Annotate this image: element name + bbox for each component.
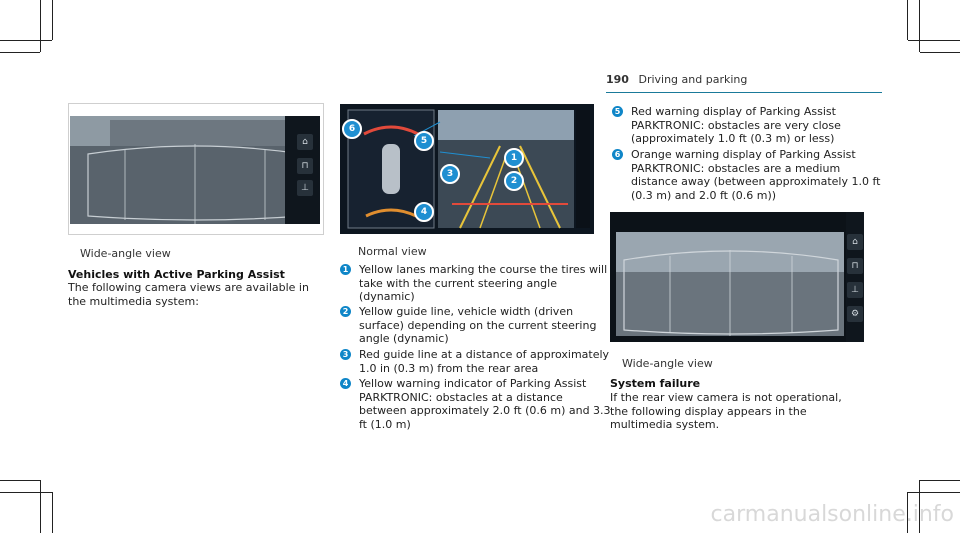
- legend-number-badge: 3: [340, 349, 351, 360]
- rear-camera-view-icon[interactable]: ⌂: [847, 234, 863, 250]
- watermark: carmanualsonline.info: [710, 502, 954, 527]
- figure-caption-wide-angle: Wide-angle view: [80, 247, 171, 260]
- crop-mark: [0, 52, 40, 53]
- callout-1: 1: [504, 148, 524, 168]
- page-header: [606, 73, 747, 86]
- settings-icon[interactable]: ⚙: [847, 306, 863, 322]
- legend-item-3: [340, 348, 611, 375]
- callout-4: 4: [414, 202, 434, 222]
- crop-mark: [0, 480, 40, 481]
- normal-view-camera-scene: [340, 104, 594, 234]
- crop-mark: [920, 480, 960, 481]
- crop-mark: [52, 492, 53, 533]
- callout-6: 6: [342, 119, 362, 139]
- crop-mark: [0, 40, 52, 41]
- figure-caption-wide-angle-2: Wide-angle view: [622, 357, 713, 370]
- legend-text: Yellow warning indicator of Parking Assist PARKTRONIC: obstacles at a distance between approximately 2.0 ft (0.6 m) and 3.3 ft (1.0 m): [359, 377, 611, 431]
- crop-mark: [908, 40, 960, 41]
- crop-mark: [40, 480, 41, 533]
- legend-number-badge: 4: [340, 378, 351, 389]
- normal-view-camera-image: [340, 104, 594, 234]
- intro-paragraph: The following camera views are available in the multimedia system:: [68, 281, 309, 308]
- legend-item-5: [612, 105, 881, 146]
- section-title: Driving and parking: [638, 73, 748, 86]
- wide-angle-camera-image-2: [610, 212, 864, 342]
- legend-text: Red guide line at a distance of approximately 1.0 in (0.3 m) from the rear area: [359, 348, 610, 375]
- callout-2: 2: [504, 171, 524, 191]
- legend-item-1: [340, 263, 611, 304]
- legend-text: Orange warning display of Parking Assist PARKTRONIC: obstacles are a medium distance away (between approximately 1.0 ft (0.3 m) and 2.0 ft (0.6 m)): [631, 148, 881, 202]
- crop-mark: [908, 492, 960, 493]
- trailer-view-icon[interactable]: ⊥: [847, 282, 863, 298]
- legend-item-6: [612, 148, 881, 202]
- wide-angle-camera-scene-2: [610, 212, 864, 342]
- page-number: 190: [606, 73, 629, 86]
- legend-number-badge: 1: [340, 264, 351, 275]
- crop-mark: [919, 0, 920, 52]
- crop-mark: [52, 0, 53, 40]
- failure-paragraph: If the rear view camera is not operational, the following display appears in the multimedia system.: [610, 391, 842, 431]
- header-rule: [606, 92, 882, 93]
- crop-mark: [920, 52, 960, 53]
- rear-camera-view-icon[interactable]: ⌂: [297, 134, 313, 150]
- wide-angle-camera-scene: [70, 116, 320, 224]
- callout-5: 5: [414, 131, 434, 151]
- legend-text: Yellow guide line, vehicle width (driven surface) depending on the current steering angle (dynamic): [359, 305, 597, 345]
- crop-mark: [907, 0, 908, 40]
- legend-item-4: [340, 377, 611, 431]
- section-heading-active-parking-assist: Vehicles with Active Parking Assist: [68, 268, 285, 281]
- figure-caption-normal-view: Normal view: [358, 245, 427, 258]
- legend-number-badge: 6: [612, 149, 623, 160]
- wide-angle-camera-image: [70, 116, 320, 224]
- parking-sensor-icon[interactable]: ⊓: [297, 158, 313, 174]
- callout-3: 3: [440, 164, 460, 184]
- crop-mark: [0, 492, 52, 493]
- legend-item-2: [340, 305, 611, 346]
- legend-number-badge: 5: [612, 106, 623, 117]
- legend-text: Red warning display of Parking Assist PARKTRONIC: obstacles are very close (approximately 1.0 ft (0.3 m) or less): [631, 105, 841, 145]
- trailer-view-icon[interactable]: ⊥: [297, 180, 313, 196]
- crop-mark: [40, 0, 41, 52]
- legend-number-badge: 2: [340, 306, 351, 317]
- legend-text: Yellow lanes marking the course the tires will take with the current steering angle (dynamic): [359, 263, 608, 303]
- section-heading-system-failure: System failure: [610, 377, 701, 390]
- parking-sensor-icon[interactable]: ⊓: [847, 258, 863, 274]
